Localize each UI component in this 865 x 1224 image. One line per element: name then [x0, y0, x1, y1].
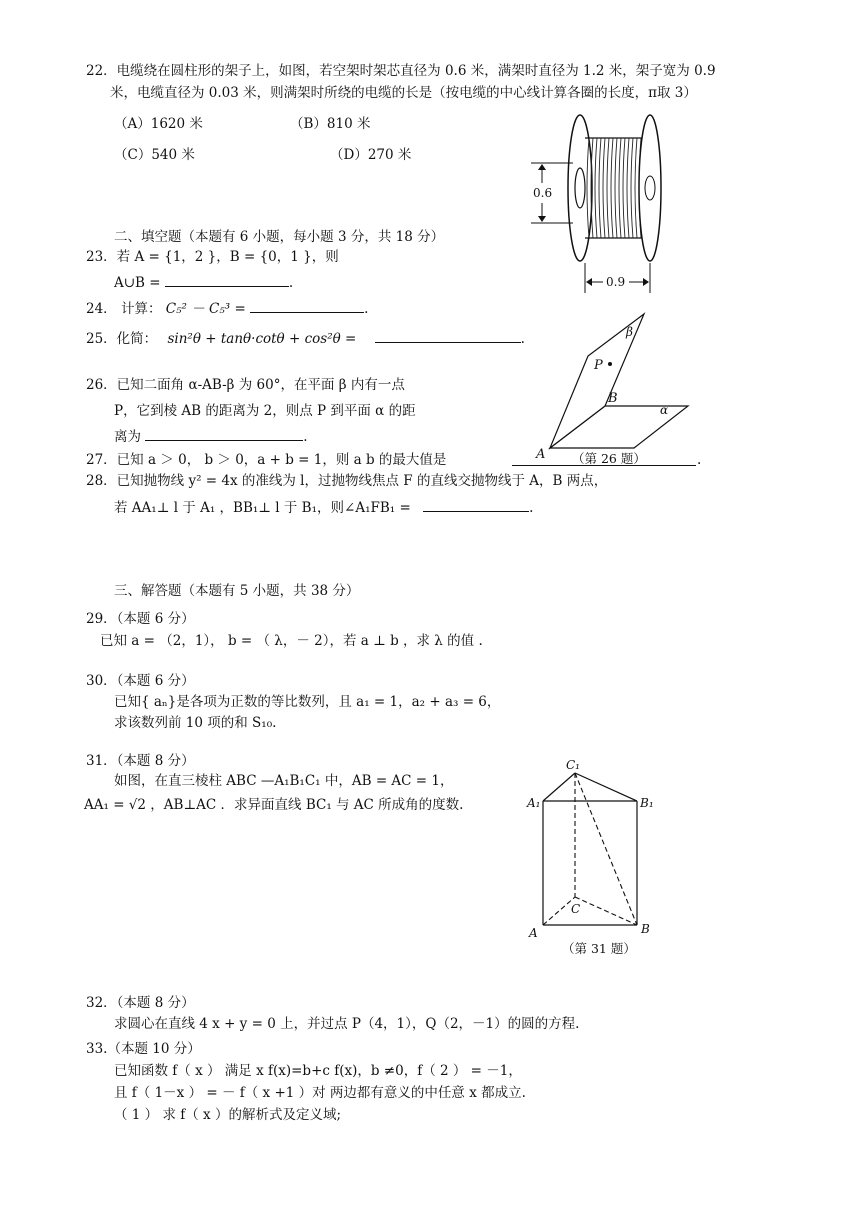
- q29-head: 29．（本题 6 分）: [86, 611, 195, 627]
- q26-prefix: 离为: [114, 429, 141, 445]
- spool-height-label: 0.6: [533, 186, 553, 200]
- fig26-point-b: B: [608, 391, 618, 406]
- q25-end: .: [520, 331, 525, 347]
- q33-line1: 已知函数 f（ x ） 满足 x f(x)=b+c f(x)，b ≠0，f（ 2 ） = －1，: [114, 1063, 522, 1079]
- q33-head: 33.（本题 10 分）: [86, 1041, 201, 1057]
- q31-line1: 如图，在直三棱柱 ABC —A₁B₁C₁ 中，AB = AC = 1，: [114, 773, 454, 789]
- q30-head: 30．（本题 6 分）: [86, 673, 195, 689]
- q27-end: .: [697, 452, 702, 468]
- q23-line2: [114, 272, 293, 292]
- fig26-beta-label: β: [626, 325, 633, 339]
- fig31-caption: （第 31 题）: [562, 941, 636, 956]
- q27-text: 27．已知 a ＞ 0， b ＞ 0，a + b = 1，则 a b 的最大值是: [86, 452, 447, 468]
- q33-line3: （ 1 ） 求 f（ x ）的解析式及定义域;: [114, 1107, 341, 1123]
- q30-line2: 求该数列前 10 项的和 S₁₀.: [114, 715, 277, 731]
- q28-line1: 28．已知抛物线 y² = 4x 的准线为 l，过抛物线焦点 F 的直线交抛物线于 A，B 两点，: [86, 473, 608, 489]
- spool-width-label: 0.9: [606, 275, 626, 289]
- fig31-point-b: B: [641, 922, 650, 936]
- q25-line: [86, 328, 525, 348]
- q27-answer-blank[interactable]: [512, 451, 696, 466]
- q22-option-d: （D）270 米: [330, 147, 412, 163]
- q28-text: 若 AA₁⊥ l 于 A₁ ，BB₁⊥ l 于 B₁，则∠A₁FB₁ =: [114, 500, 411, 516]
- q25-prefix: 25．化简：: [86, 331, 158, 347]
- q33-line2: 且 f（ 1－x ） = － f（ x +1 ）对 两边都有意义的中任意 x 都成立.: [114, 1085, 526, 1101]
- q22-line2: 米，电缆直径为 0.03 米，则满架时所绕的电缆的长是（按电缆的中心线计算各圈的长度，π取 3）: [110, 85, 697, 101]
- q23-expr: A∪B =: [114, 275, 161, 291]
- cable-spool-figure: [525, 108, 675, 298]
- q22-option-a: （A）1620 米: [114, 116, 203, 132]
- q23-answer-blank[interactable]: [165, 272, 289, 287]
- q25-answer-blank[interactable]: [375, 328, 521, 343]
- fig31-point-a1: A₁: [527, 796, 541, 810]
- fig31-point-c: C: [571, 902, 581, 916]
- prism-figure: [525, 755, 665, 940]
- q24-line: [86, 298, 368, 318]
- q28-line2: [114, 497, 533, 517]
- q31-line2: AA₁ = √2 ，AB⊥AC ．求异面直线 BC₁ 与 AC 所成角的度数.: [84, 797, 464, 813]
- q32-body: 求圆心在直线 4 x + y = 0 上，并过点 P（4，1），Q（2，－1）的圆的方程.: [114, 1016, 580, 1032]
- q23-line1: 23．若 A = {1，2 }，B = {0，1 }，则: [86, 249, 339, 265]
- q24-prefix: 24． 计算：: [86, 301, 162, 317]
- q22-option-b: （B）810 米: [290, 116, 371, 132]
- fig26-point-p: P: [594, 358, 603, 373]
- q26-line2: P，它到棱 AB 的距离为 2，则点 P 到平面 α 的距: [114, 403, 416, 419]
- q23-end: .: [288, 275, 294, 291]
- q29-body: 已知 a = （2，1）， b = （ λ，－ 2），若 a ⊥ b ，求 λ 的值 .: [100, 633, 483, 649]
- q27-line: [86, 451, 446, 469]
- q28-answer-blank[interactable]: [423, 497, 529, 512]
- q25-expr: sin²θ + tanθ·cotθ + cos²θ =: [167, 331, 357, 347]
- fig26-alpha-label: α: [660, 403, 669, 417]
- q24-answer-blank[interactable]: [250, 298, 364, 313]
- fig31-point-c1: C₁: [566, 758, 580, 772]
- q22-option-c: （C）540 米: [114, 147, 195, 163]
- q26-line1: 26．已知二面角 α-AB-β 为 60°，在平面 β 内有一点: [86, 377, 405, 393]
- q24-expr: C₅² － C₅³ =: [165, 301, 246, 317]
- fig26-point-a: A: [536, 447, 546, 462]
- q31-head: 31．（本题 8 分）: [86, 753, 195, 769]
- fig31-point-b1: B₁: [640, 796, 654, 810]
- q30-line1: 已知{ aₙ}是各项为正数的等比数列，且 a₁ = 1，a₂ + a₃ = 6，: [114, 694, 501, 710]
- q26-answer-blank[interactable]: [145, 426, 303, 441]
- fig31-point-a: A: [529, 926, 538, 940]
- section2-title: 二、填空题（本题有 6 小题，每小题 3 分，共 18 分）: [114, 229, 445, 245]
- q26-line3: [114, 426, 308, 446]
- q28-end: .: [529, 500, 534, 516]
- dihedral-figure: [530, 308, 700, 468]
- q24-end: .: [364, 301, 369, 317]
- fig26-caption: （第 26 题）: [572, 451, 646, 466]
- section3-title: 三、解答题（本题有 5 小题，共 38 分）: [114, 583, 360, 599]
- q32-head: 32．（本题 8 分）: [86, 995, 195, 1011]
- q22-line1: 22．电缆绕在圆柱形的架子上，如图，若空架时架芯直径为 0.6 米，满架时直径为 1.2 米，架子宽为 0.9: [86, 63, 716, 79]
- q26-end: .: [303, 429, 308, 445]
